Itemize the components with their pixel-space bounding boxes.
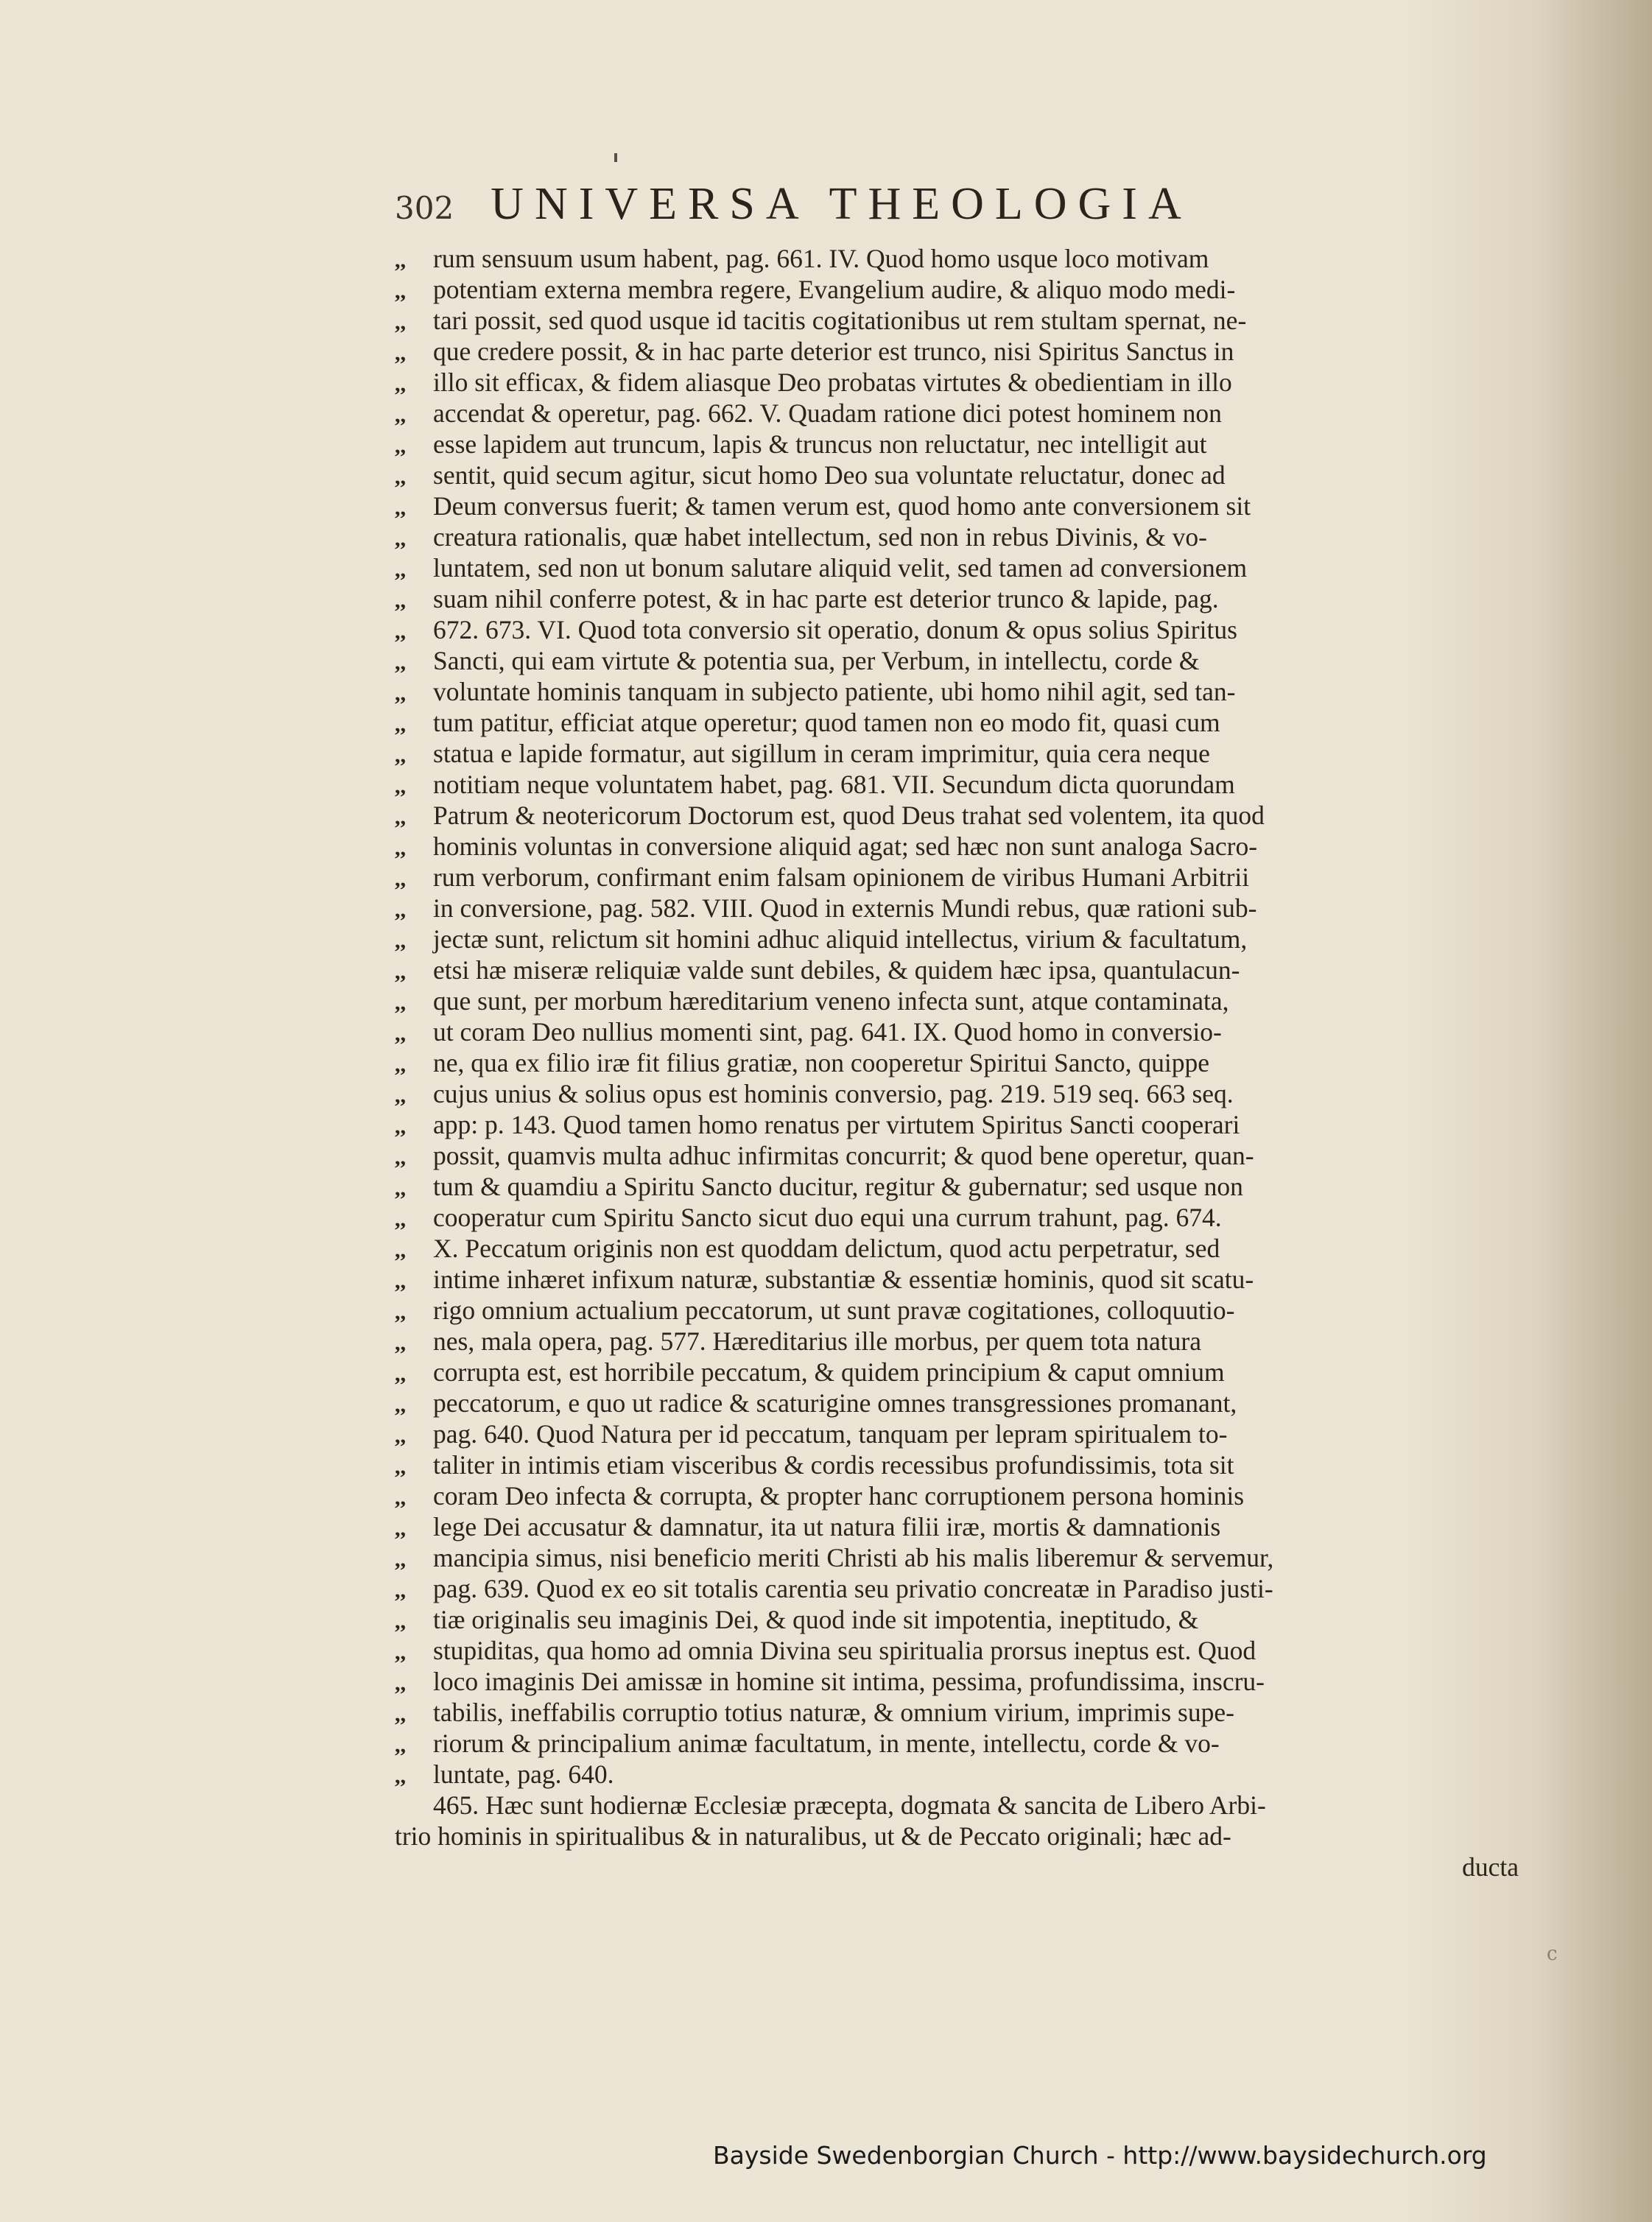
quote-mark: ,, (395, 1052, 406, 1077)
line-text: creatura rationalis, quæ habet intellectum, sed non in rebus Divinis, & vo- (433, 522, 1207, 552)
quote-mark: ,, (395, 743, 406, 767)
text-line (395, 305, 1522, 336)
line-text: ne, qua ex filio iræ fit filius gratiæ, non cooperetur Spiritui Sancto, quippe (433, 1048, 1209, 1077)
quote-mark: ,, (395, 1733, 406, 1757)
text-line (395, 954, 1522, 985)
line-text: suam nihil conferre potest, & in hac parte est deterior trunco & lapide, pag. (433, 584, 1219, 613)
text-line (395, 1480, 1522, 1511)
quote-mark: ,, (395, 1547, 406, 1572)
quote-mark: ,, (395, 1486, 406, 1510)
text-line (395, 1264, 1522, 1295)
line-text: app: p. 143. Quod tamen homo renatus per virtutem Spiritus Sancti cooperari (433, 1110, 1240, 1139)
margin-mark: c (1547, 1943, 1558, 1965)
line-text: taliter in intimis etiam visceribus & cordis recessibus profundissimis, tota sit (433, 1450, 1234, 1480)
text-line (395, 336, 1522, 367)
text-line (395, 1047, 1522, 1078)
line-text: 465. Hæc sunt hodiernæ Ecclesiæ præcepta, dogmata & sancita de Libero Arbi- (433, 1790, 1266, 1820)
text-line (395, 1666, 1522, 1697)
line-text: pag. 639. Quod ex eo sit totalis carentia seu privatio concreatæ in Paradiso justi- (433, 1574, 1273, 1603)
quote-mark: ,, (395, 1238, 406, 1262)
line-text: sentit, quid secum agitur, sicut homo Deo sua voluntate reluctatur, donec ad (433, 460, 1226, 490)
line-text: que credere possit, & in hac parte deterior est trunco, nisi Spiritus Sanctus in (433, 337, 1234, 366)
print-mark (614, 153, 617, 162)
line-text: ut coram Deo nullius momenti sint, pag. 641. IX. Quod homo in conversio- (433, 1017, 1222, 1047)
line-text: coram Deo infecta & corrupta, & propter hanc corruptionem persona hominis (433, 1481, 1245, 1511)
line-text: jectæ sunt, relictum sit homini adhuc aliquid intellectus, virium & facultatum, (433, 924, 1248, 954)
text-line (395, 1388, 1522, 1418)
text-line (395, 367, 1522, 398)
quote-mark: ,, (395, 279, 406, 303)
text-line (395, 1759, 1522, 1790)
line-text: possit, quamvis multa adhuc infirmitas concurrit; & quod bene operetur, quan- (433, 1141, 1254, 1170)
line-text: tum & quamdiu a Spiritu Sancto ducitur, regitur & gubernatur; sed usque non (433, 1172, 1243, 1201)
text-line (395, 614, 1522, 645)
text-line (395, 1140, 1522, 1171)
text-line (395, 398, 1522, 429)
quote-mark: ,, (395, 991, 406, 1015)
text-line (395, 274, 1522, 305)
line-text: illo sit efficax, & fidem aliasque Deo probatas virtutes & obedientiam in illo (433, 368, 1232, 397)
line-text: que sunt, per morbum hæreditarium veneno infecta sunt, atque contaminata, (433, 986, 1229, 1016)
quote-mark: ,, (395, 527, 406, 551)
text-line (395, 893, 1522, 924)
line-text: X. Peccatum originis non est quoddam delictum, quod actu perpetratur, sed (433, 1234, 1220, 1263)
quote-mark: ,, (395, 1424, 406, 1448)
line-text: voluntate hominis tanquam in subjecto patiente, ubi homo nihil agit, sed tan- (433, 677, 1236, 706)
text-line (395, 1326, 1522, 1357)
catchword: ducta (1462, 1852, 1519, 1882)
catchword-line (395, 1852, 1522, 1882)
quote-mark: ,, (395, 588, 406, 613)
text-line (395, 1449, 1522, 1480)
text-line (395, 1542, 1522, 1573)
line-text: accendat & operetur, pag. 662. V. Quadam ratione dici potest hominem non (433, 398, 1222, 428)
text-line (395, 985, 1522, 1016)
line-text: notitiam neque voluntatem habet, pag. 681. VII. Secundum dicta quorundam (433, 770, 1235, 799)
quote-mark: ,, (395, 1516, 406, 1541)
line-text: cooperatur cum Spiritu Sancto sicut duo equi una currum trahunt, pag. 674. (433, 1203, 1222, 1232)
quote-mark: ,, (395, 960, 406, 984)
quote-mark: ,, (395, 465, 406, 489)
line-text: peccatorum, e quo ut radice & scaturigine omnes transgressiones promanant, (433, 1388, 1237, 1418)
text-line (395, 1697, 1522, 1728)
page-number: 302 (395, 190, 454, 226)
quote-mark: ,, (395, 1362, 406, 1386)
text-line (395, 707, 1522, 738)
line-text: Deum conversus fuerit; & tamen verum est, quod homo ante conversionem sit (433, 491, 1251, 521)
quote-mark: ,, (395, 1300, 406, 1324)
text-line (395, 831, 1522, 862)
quote-mark: ,, (395, 558, 406, 582)
quote-mark: ,, (395, 1022, 406, 1046)
quote-mark: ,, (395, 1269, 406, 1293)
text-line (395, 924, 1522, 954)
line-text: loco imaginis Dei amissæ in homine sit intima, pessima, profundissima, inscru- (433, 1667, 1265, 1696)
watermark-credit: Bayside Swedenborgian Church - http://www.baysidechurch.org (713, 2141, 1487, 2170)
text-line (395, 583, 1522, 614)
quote-mark: ,, (395, 681, 406, 706)
quote-mark: ,, (395, 248, 406, 273)
line-text: 672. 673. VI. Quod tota conversio sit operatio, donum & opus solius Spiritus (433, 615, 1237, 644)
quote-mark: ,, (395, 1702, 406, 1726)
text-line (395, 1635, 1522, 1666)
quote-mark: ,, (395, 1207, 406, 1231)
text-line (395, 769, 1522, 800)
quote-mark: ,, (395, 310, 406, 334)
line-text: riorum & principalium animæ facultatum, in mente, intellectu, corde & vo- (433, 1729, 1220, 1758)
quote-mark: ,, (395, 1083, 406, 1108)
line-text: etsi hæ miseræ reliquiæ valde sunt debiles, & quidem hæc ipsa, quantulacun- (433, 955, 1240, 985)
line-text: stupiditas, qua homo ad omnia Divina seu spiritualia prorsus ineptus est. Quod (433, 1636, 1256, 1665)
line-text: luntatem, sed non ut bonum salutare aliquid velit, sed tamen ad conversionem (433, 553, 1248, 583)
quote-mark: ,, (395, 898, 406, 922)
quote-mark: ,, (395, 929, 406, 953)
quote-mark: ,, (395, 403, 406, 427)
line-text: pag. 640. Quod Natura per id peccatum, tanquam per lepram spiritualem to- (433, 1419, 1228, 1449)
text-line (395, 1573, 1522, 1604)
text-line (395, 1109, 1522, 1140)
line-text: rum sensuum usum habent, pag. 661. IV. Quod homo usque loco motivam (433, 244, 1209, 273)
text-line (395, 1171, 1522, 1202)
paragraph-line (395, 1821, 1522, 1852)
text-line (395, 1233, 1522, 1264)
line-text: cujus unius & solius opus est hominis conversio, pag. 219. 519 seq. 663 seq. (433, 1079, 1234, 1108)
quote-mark: ,, (395, 1609, 406, 1634)
running-title: UNIVERSA THEOLOGIA (491, 179, 1192, 229)
line-text: hominis voluntas in conversione aliquid agat; sed hæc non sunt analoga Sacro- (433, 832, 1258, 861)
quote-mark: ,, (395, 1764, 406, 1788)
line-text: corrupta est, est horribile peccatum, & quidem principium & caput omnium (433, 1357, 1225, 1387)
text-line (395, 1078, 1522, 1109)
quote-mark: ,, (395, 619, 406, 644)
line-text: trio hominis in spiritualibus & in naturalibus, ut & de Peccato originali; hæc ad- (395, 1821, 1231, 1851)
line-text: luntate, pag. 640. (433, 1759, 614, 1789)
text-line (395, 1418, 1522, 1449)
line-text: tum patitur, efficiat atque operetur; quod tamen non eo modo fit, quasi cum (433, 708, 1220, 737)
text-line (395, 552, 1522, 583)
text-line (395, 862, 1522, 893)
text-line (395, 645, 1522, 676)
text-line (395, 800, 1522, 831)
text-line (395, 1202, 1522, 1233)
text-line (395, 243, 1522, 274)
text-line (395, 1728, 1522, 1759)
quote-mark: ,, (395, 434, 406, 458)
quote-mark: ,, (395, 1145, 406, 1170)
line-text: mancipia simus, nisi beneficio meriti Christi ab his malis liberemur & servemur, (433, 1543, 1274, 1572)
text-line (395, 1511, 1522, 1542)
quote-mark: ,, (395, 774, 406, 798)
quote-mark: ,, (395, 867, 406, 891)
body-text (395, 243, 1522, 1882)
line-text: potentiam externa membra regere, Evangelium audire, & aliquo modo medi- (433, 275, 1236, 304)
quote-mark: ,, (395, 1578, 406, 1603)
quote-mark: ,, (395, 712, 406, 736)
quote-mark: ,, (395, 1640, 406, 1664)
quote-mark: ,, (395, 341, 406, 365)
quote-mark: ,, (395, 650, 406, 675)
line-text: esse lapidem aut truncum, lapis & truncus non reluctatur, nec intelligit aut (433, 429, 1207, 459)
text-line (395, 491, 1522, 521)
line-text: in conversione, pag. 582. VIII. Quod in externis Mundi rebus, quæ rationi sub- (433, 893, 1257, 923)
text-line (395, 1357, 1522, 1388)
text-line (395, 1295, 1522, 1326)
quote-mark: ,, (395, 1393, 406, 1417)
quote-mark: ,, (395, 1671, 406, 1695)
quote-mark: ,, (395, 496, 406, 520)
text-line (395, 676, 1522, 707)
line-text: tabilis, ineffabilis corruptio totius naturæ, & omnium virium, imprimis supe- (433, 1698, 1234, 1727)
line-text: Patrum & neotericorum Doctorum est, quod Deus trahat sed volentem, ita quod (433, 801, 1265, 830)
text-line (395, 1604, 1522, 1635)
line-text: Sancti, qui eam virtute & potentia sua, per Verbum, in intellectu, corde & (433, 646, 1200, 675)
quote-mark: ,, (395, 1455, 406, 1479)
line-text: rigo omnium actualium peccatorum, ut sunt pravæ cogitationes, colloquutio- (433, 1295, 1235, 1325)
quote-mark: ,, (395, 1331, 406, 1355)
quote-mark: ,, (395, 1176, 406, 1200)
text-line (395, 460, 1522, 491)
quote-mark: ,, (395, 805, 406, 829)
quote-mark: ,, (395, 372, 406, 396)
text-line (395, 521, 1522, 552)
text-line (395, 1016, 1522, 1047)
line-text: tiæ originalis seu imaginis Dei, & quod inde sit impotentia, ineptitudo, & (433, 1605, 1199, 1634)
line-text: statua e lapide formatur, aut sigillum in ceram imprimitur, quia cera neque (433, 739, 1210, 768)
line-text: tari possit, sed quod usque id tacitis cogitationibus ut rem stultam spernat, ne- (433, 306, 1247, 335)
paragraph-line (395, 1790, 1522, 1821)
quote-mark: ,, (395, 1114, 406, 1139)
page-header (395, 178, 1382, 230)
text-line (395, 738, 1522, 769)
line-text: rum verborum, confirmant enim falsam opinionem de viribus Humani Arbitrii (433, 862, 1250, 892)
text-line (395, 429, 1522, 460)
line-text: lege Dei accusatur & damnatur, ita ut natura filii iræ, mortis & damnationis (433, 1512, 1221, 1541)
line-text: nes, mala opera, pag. 577. Hæreditarius ille morbus, per quem tota natura (433, 1326, 1202, 1356)
quote-mark: ,, (395, 836, 406, 860)
line-text: intime inhæret infixum naturæ, substantiæ & essentiæ hominis, quod sit scatu- (433, 1265, 1254, 1294)
